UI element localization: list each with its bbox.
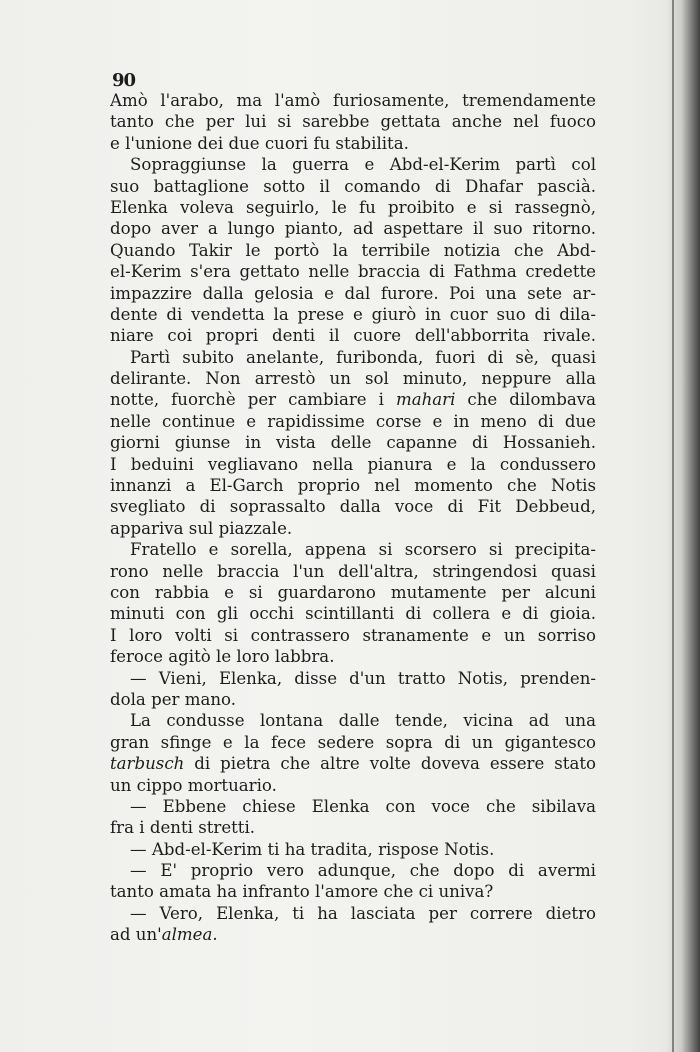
text-line: giorni giunse in vista delle capanne di Hossanieh. <box>110 433 596 453</box>
page-gutter-edge <box>672 0 674 1052</box>
text-line: tanto amata ha infranto l'amore che ci univa? <box>110 882 494 902</box>
text-line: dola per mano. <box>110 689 237 709</box>
text-line: Quando Takir le portò la terribile notizia che Abd- <box>110 240 596 260</box>
text-line: — Vero, Elenka, ti ha lasciata per correre dietro <box>130 903 596 923</box>
text-line: tanto che per lui si sarebbe gettata anche nel fuoco <box>110 112 596 132</box>
text-line: — Abd-el-Kerim ti ha tradita, rispose Notis. <box>130 839 495 859</box>
text-line: notte, fuorchè per cambiare i mahari che dilombava <box>110 390 596 410</box>
text-line: dopo aver a lungo pianto, ad aspettare il suo ritorno. <box>110 219 596 239</box>
page-number: 90 <box>112 70 136 91</box>
text-line: La condusse lontana dalle tende, vicina ad una <box>130 711 596 731</box>
text-line: el-Kerim s'era gettato nelle braccia di Fathma credette <box>110 262 596 282</box>
text-line: feroce agitò le loro labbra. <box>110 647 335 667</box>
text-line: suo battaglione sotto il comando di Dhafar pascià. <box>110 176 596 196</box>
text-line: tarbusch di pietra che altre volte doveva essere stato <box>110 754 596 774</box>
text-line: Partì subito anelante, furibonda, fuori di sè, quasi <box>130 347 596 367</box>
text-line: un cippo mortuario. <box>110 775 277 795</box>
text-line: nelle continue e rapidissime corse e in meno di due <box>110 411 596 431</box>
text-line: Elenka voleva seguirlo, le fu proibito e si rassegnò, <box>110 197 596 217</box>
text-line: appariva sul piazzale. <box>110 518 293 538</box>
text-line: — E' proprio vero adunque, che dopo di avermi <box>130 861 596 881</box>
text-line: con rabbia e si guardarono mutamente per alcuni <box>110 582 596 602</box>
text-line: ad un'almea. <box>110 925 218 945</box>
text-line: — Ebbene chiese Elenka con voce che sibilava <box>130 796 596 816</box>
text-line: fra i denti stretti. <box>110 818 256 838</box>
text-line: rono nelle braccia l'un dell'altra, stringendosi quasi <box>110 561 596 581</box>
text-line: minuti con gli occhi scintillanti di collera e di gioia. <box>110 604 596 624</box>
text-line: I loro volti si contrassero stranamente e un sorriso <box>110 625 596 645</box>
text-line: e l'unione dei due cuori fu stabilita. <box>110 133 409 153</box>
text-line: dente di vendetta la prese e giurò in cuor suo di dila- <box>110 304 596 324</box>
text-line: delirante. Non arrestò un sol minuto, neppure alla <box>110 369 596 389</box>
body-text <box>110 90 596 946</box>
text-line: Fratello e sorella, appena si scorsero si precipita- <box>130 540 596 560</box>
text-line: innanzi a El-Garch proprio nel momento che Notis <box>110 476 596 496</box>
text-line: Sopraggiunse la guerra e Abd-el-Kerim partì col <box>130 155 596 175</box>
text-line: gran sfinge e la fece sedere sopra di un gigantesco <box>110 732 596 752</box>
text-line: Amò l'arabo, ma l'amò furiosamente, tremendamente <box>110 91 596 110</box>
text-line: — Vieni, Elenka, disse d'un tratto Notis, prenden- <box>130 668 596 688</box>
text-line: I beduini vegliavano nella pianura e la condussero <box>110 454 596 474</box>
text-line: impazzire dalla gelosia e dal furore. Poi una sete ar- <box>110 283 596 303</box>
text-line: niare coi propri denti il cuore dell'abborrita rivale. <box>110 326 596 346</box>
text-line: svegliato di soprassalto dalla voce di Fit Debbeud, <box>110 497 596 517</box>
